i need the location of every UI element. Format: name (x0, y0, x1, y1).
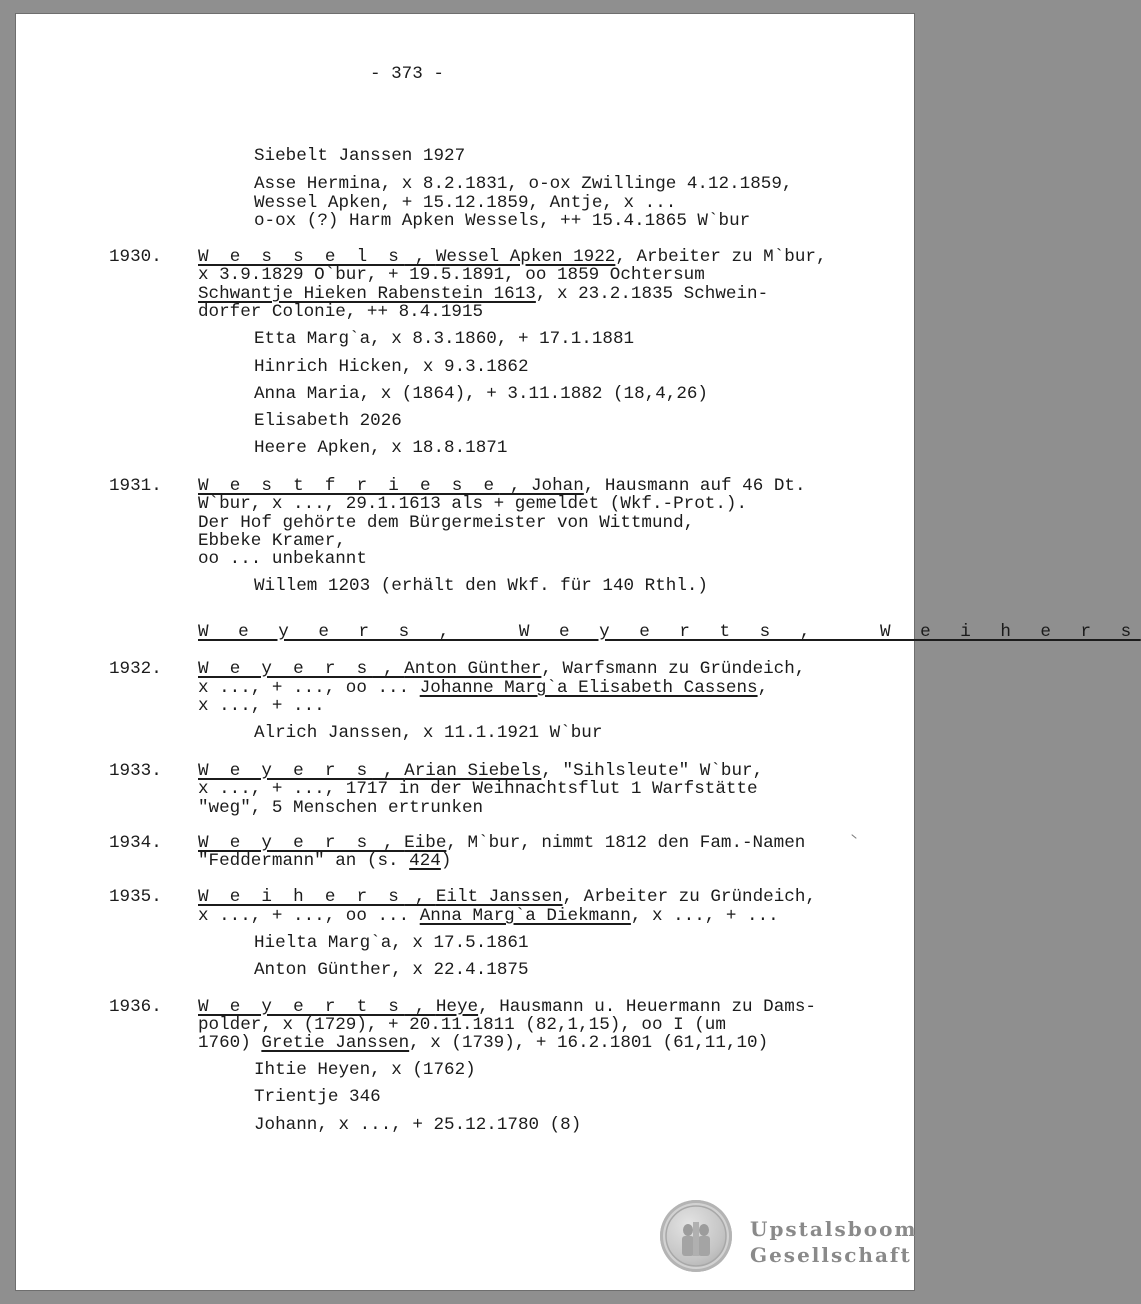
person-name: Wessel Apken 1922 (435, 247, 616, 267)
cross-reference: 424 (409, 851, 441, 871)
entry-head: W e y e r s , Anton Günther, Warfsmann zu Gründeich, (198, 659, 806, 679)
intro-line: Asse Hermina, x 8.2.1831, o-ox Zwillinge 4.12.1859, (254, 174, 793, 194)
surname: W e s t f r i e s e (198, 476, 500, 496)
surname: W e y e r s (198, 761, 373, 781)
person-name: Eilt Janssen (435, 887, 563, 907)
entry-line: oo ... unbekannt (198, 549, 367, 569)
surname: W e y e r s (198, 659, 373, 679)
entry-line: Schwantje Hieken Rabenstein 1613, x 23.2.1835 Schwein- (198, 284, 769, 304)
child-line: Johann, x ..., + 25.12.1780 (8) (254, 1115, 582, 1135)
child-line: Willem 1203 (erhält den Wkf. für 140 Rthl.) (254, 576, 708, 596)
surname: W e s s e l s (198, 247, 405, 267)
intro-line: Wessel Apken, + 15.12.1859, Antje, x ... (254, 193, 677, 213)
intro-line: Siebelt Janssen 1927 (254, 146, 466, 166)
entry-number: 1931. (109, 476, 162, 496)
child-line: Alrich Janssen, x 11.1.1921 W`bur (254, 723, 603, 743)
section-heading: W e y e r s , W e y e r t s , W e i h e r s (198, 622, 1141, 642)
spouse-name: Johanne Marg`a Elisabeth Cassens (419, 678, 758, 698)
entry-line: "Feddermann" an (s. 424) (198, 851, 452, 871)
entry-number: 1930. (109, 247, 162, 267)
entry-line: Der Hof gehörte dem Bürgermeister von Wittmund, (198, 513, 695, 533)
person-name: Eibe (404, 833, 447, 853)
entry-number: 1933. (109, 761, 162, 781)
child-line: Anton Günther, x 22.4.1875 (254, 960, 529, 980)
entry-head: W e y e r t s , Heye, Hausmann u. Heuermann zu Dams- (198, 997, 816, 1017)
entry-number: 1934. (109, 833, 162, 853)
entry-head: W e s s e l s , Wessel Apken 1922, Arbeiter zu M`bur, (198, 247, 827, 267)
entry-line: dorfer Colonie, ++ 8.4.1915 (198, 302, 484, 322)
surname: W e y e r t s (198, 997, 405, 1017)
person-name: Arian Siebels (404, 761, 542, 781)
child-line: Etta Marg`a, x 8.3.1860, + 17.1.1881 (254, 329, 635, 349)
entry-line: 1760) Gretie Janssen, x (1739), + 16.2.1801 (61,11,10) (198, 1033, 769, 1053)
entry-line: Ebbeke Kramer, (198, 531, 346, 551)
entry-head: W e s t f r i e s e , Johan, Hausmann auf 46 Dt. (198, 476, 806, 496)
person-name: Johan (531, 476, 584, 496)
child-line: Trientje 346 (254, 1087, 381, 1107)
document-page (16, 14, 1141, 1290)
spouse-name: Schwantje Hieken Rabenstein 1613 (198, 284, 536, 304)
entry-line: "weg", 5 Menschen ertrunken (198, 798, 484, 818)
entry-line: polder, x (1729), + 20.11.1811 (82,1,15), oo I (um (198, 1015, 726, 1035)
person-name: Anton Günther (404, 659, 542, 679)
child-line: Elisabeth 2026 (254, 411, 402, 431)
entry-line: x ..., + ... (198, 696, 325, 716)
logo-text-line1: Upstalsboom (750, 1217, 918, 1241)
entry-line: x ..., + ..., oo ... Johanne Marg`a Elisabeth Cassens, (198, 678, 769, 698)
child-line: Anna Maria, x (1864), + 3.11.1882 (18,4,26) (254, 384, 708, 404)
entry-line: x 3.9.1829 O`bur, + 19.5.1891, oo 1859 Ochtersum (198, 265, 705, 285)
spouse-name: Anna Marg`a Diekmann (419, 906, 631, 926)
surname: W e y e r s (198, 833, 373, 853)
logo-text-line2: Gesellschaft (750, 1243, 912, 1267)
entry-line: x ..., + ..., 1717 in der Weihnachtsflut 1 Warfstätte (198, 779, 758, 799)
entry-head: W e y e r s , Eibe, M`bur, nimmt 1812 den Fam.-Namen (198, 833, 806, 853)
person-name: Heye (435, 997, 479, 1017)
scan-speck (851, 834, 856, 839)
page-number: - 373 - (370, 64, 444, 84)
child-line: Heere Apken, x 18.8.1871 (254, 438, 508, 458)
entry-line: x ..., + ..., oo ... Anna Marg`a Diekmann, x ..., + ... (198, 906, 779, 926)
entry-head: W e i h e r s , Eilt Janssen, Arbeiter zu Gründeich, (198, 887, 816, 907)
child-line: Ihtie Heyen, x (1762) (254, 1060, 476, 1080)
child-line: Hinrich Hicken, x 9.3.1862 (254, 357, 529, 377)
intro-line: o-ox (?) Harm Apken Wessels, ++ 15.4.1865 W`bur (254, 211, 751, 231)
child-line: Hielta Marg`a, x 17.5.1861 (254, 933, 529, 953)
seal-icon (660, 1200, 732, 1272)
entry-number: 1935. (109, 887, 162, 907)
entry-number: 1936. (109, 997, 162, 1017)
spouse-name: Gretie Janssen (261, 1033, 410, 1053)
surname: W e i h e r s (198, 887, 405, 907)
entry-head: W e y e r s , Arian Siebels, "Sihlsleute" W`bur, (198, 761, 764, 781)
entry-line: W`bur, x ..., 29.1.1613 als + gemeldet (Wkf.-Prot.). (198, 494, 748, 514)
entry-number: 1932. (109, 659, 162, 679)
